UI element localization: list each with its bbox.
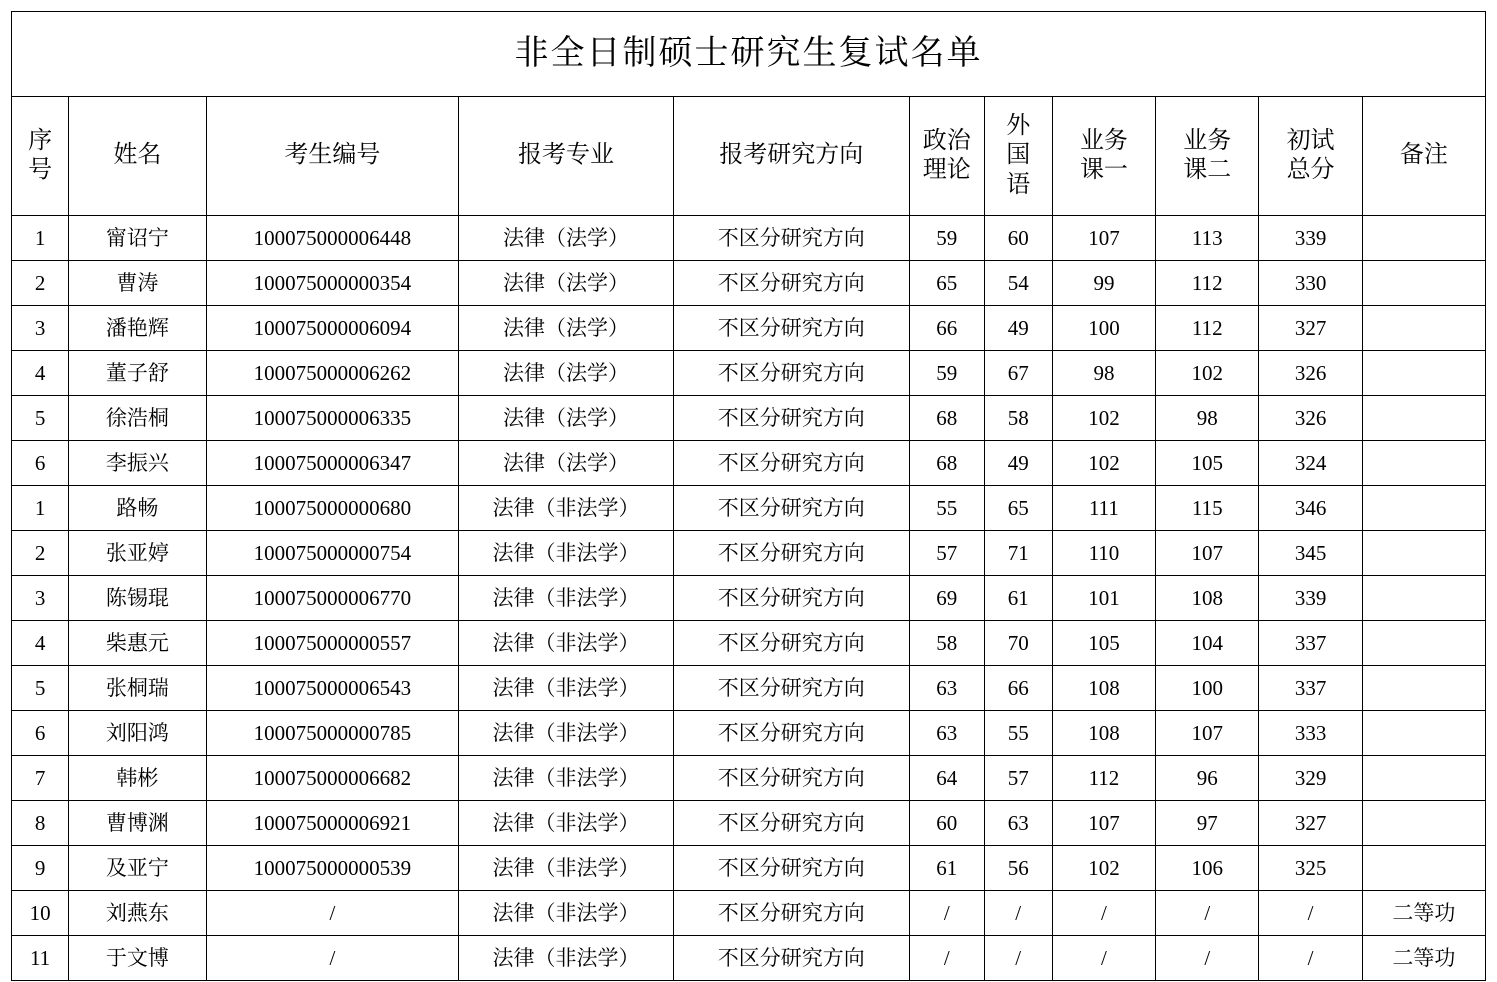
cell-subject-two: 102 bbox=[1156, 351, 1259, 396]
cell-seq: 5 bbox=[12, 666, 69, 711]
cell-candidate-id: / bbox=[206, 936, 459, 981]
cell-foreign-language: 49 bbox=[984, 441, 1052, 486]
header-foreign-language bbox=[984, 97, 1052, 216]
cell-research-direction: 不区分研究方向 bbox=[673, 801, 909, 846]
cell-major: 法律（非法学） bbox=[459, 756, 673, 801]
cell-remark bbox=[1362, 621, 1485, 666]
cell-politics: 68 bbox=[909, 396, 984, 441]
cell-name: 张桐瑞 bbox=[69, 666, 206, 711]
cell-subject-one: 99 bbox=[1052, 261, 1155, 306]
cell-seq: 9 bbox=[12, 846, 69, 891]
cell-politics: 61 bbox=[909, 846, 984, 891]
header-remark bbox=[1362, 97, 1485, 216]
table-row bbox=[12, 846, 1486, 891]
cell-remark: 二等功 bbox=[1362, 891, 1485, 936]
cell-candidate-id: 100075000006347 bbox=[206, 441, 459, 486]
cell-total-score: 329 bbox=[1259, 756, 1362, 801]
cell-candidate-id: 100075000006335 bbox=[206, 396, 459, 441]
cell-foreign-language: 63 bbox=[984, 801, 1052, 846]
cell-remark bbox=[1362, 531, 1485, 576]
cell-major: 法律（法学） bbox=[459, 351, 673, 396]
header-remark-line: 备注 bbox=[1399, 142, 1448, 169]
cell-subject-one: 102 bbox=[1052, 441, 1155, 486]
header-subject-one bbox=[1052, 97, 1155, 216]
cell-subject-one: 108 bbox=[1052, 711, 1155, 756]
cell-subject-two: / bbox=[1156, 891, 1259, 936]
cell-research-direction: 不区分研究方向 bbox=[673, 351, 909, 396]
cell-name: 张亚婷 bbox=[69, 531, 206, 576]
cell-seq: 7 bbox=[12, 756, 69, 801]
cell-research-direction: 不区分研究方向 bbox=[673, 261, 909, 306]
header-politics bbox=[909, 97, 984, 216]
cell-politics: 69 bbox=[909, 576, 984, 621]
table-row bbox=[12, 891, 1486, 936]
cell-candidate-id: 100075000006770 bbox=[206, 576, 459, 621]
cell-foreign-language: 58 bbox=[984, 396, 1052, 441]
cell-seq: 4 bbox=[12, 351, 69, 396]
header-major bbox=[459, 97, 673, 216]
cell-subject-two: 115 bbox=[1156, 486, 1259, 531]
cell-major: 法律（非法学） bbox=[459, 531, 673, 576]
cell-seq: 2 bbox=[12, 531, 69, 576]
cell-subject-one: 107 bbox=[1052, 216, 1155, 261]
cell-foreign-language: / bbox=[984, 891, 1052, 936]
cell-candidate-id: 100075000006094 bbox=[206, 306, 459, 351]
cell-total-score: 326 bbox=[1259, 351, 1362, 396]
cell-research-direction: 不区分研究方向 bbox=[673, 306, 909, 351]
cell-candidate-id: 100075000006262 bbox=[206, 351, 459, 396]
header-research-direction-line: 报考研究方向 bbox=[719, 142, 864, 169]
cell-subject-one: 101 bbox=[1052, 576, 1155, 621]
cell-politics: 55 bbox=[909, 486, 984, 531]
cell-subject-two: 96 bbox=[1156, 756, 1259, 801]
cell-remark bbox=[1362, 441, 1485, 486]
header-candidate-id bbox=[206, 97, 459, 216]
table-row bbox=[12, 351, 1486, 396]
cell-name: 董子舒 bbox=[69, 351, 206, 396]
cell-foreign-language: 57 bbox=[984, 756, 1052, 801]
cell-politics: / bbox=[909, 936, 984, 981]
cell-seq: 3 bbox=[12, 306, 69, 351]
cell-name: 徐浩桐 bbox=[69, 396, 206, 441]
header-name bbox=[69, 97, 206, 216]
cell-total-score: 339 bbox=[1259, 216, 1362, 261]
cell-name: 路畅 bbox=[69, 486, 206, 531]
cell-name: 于文博 bbox=[69, 936, 206, 981]
cell-politics: 57 bbox=[909, 531, 984, 576]
cell-seq: 2 bbox=[12, 261, 69, 306]
table-row bbox=[12, 531, 1486, 576]
table-row bbox=[12, 621, 1486, 666]
cell-remark bbox=[1362, 666, 1485, 711]
cell-seq: 6 bbox=[12, 441, 69, 486]
cell-candidate-id: 100075000006448 bbox=[206, 216, 459, 261]
cell-name: 柴惠元 bbox=[69, 621, 206, 666]
cell-subject-one: 108 bbox=[1052, 666, 1155, 711]
cell-seq: 1 bbox=[12, 486, 69, 531]
cell-research-direction: 不区分研究方向 bbox=[673, 756, 909, 801]
cell-subject-one: 100 bbox=[1052, 306, 1155, 351]
cell-name: 刘阳鸿 bbox=[69, 711, 206, 756]
cell-subject-two: 108 bbox=[1156, 576, 1259, 621]
cell-research-direction: 不区分研究方向 bbox=[673, 666, 909, 711]
cell-name: 陈锡琨 bbox=[69, 576, 206, 621]
cell-seq: 4 bbox=[12, 621, 69, 666]
cell-politics: 68 bbox=[909, 441, 984, 486]
header-research-direction bbox=[673, 97, 909, 216]
cell-foreign-language: 54 bbox=[984, 261, 1052, 306]
table-row bbox=[12, 756, 1486, 801]
cell-name: 及亚宁 bbox=[69, 846, 206, 891]
cell-subject-one: 102 bbox=[1052, 396, 1155, 441]
header-subject-one-line: 课一 bbox=[1079, 157, 1128, 183]
cell-name: 曹涛 bbox=[69, 261, 206, 306]
cell-subject-two: 100 bbox=[1156, 666, 1259, 711]
header-total-score bbox=[1259, 97, 1362, 216]
cell-major: 法律（非法学） bbox=[459, 936, 673, 981]
cell-subject-one: 111 bbox=[1052, 486, 1155, 531]
cell-seq: 5 bbox=[12, 396, 69, 441]
cell-subject-one: 102 bbox=[1052, 846, 1155, 891]
cell-name: 韩彬 bbox=[69, 756, 206, 801]
table-row bbox=[12, 666, 1486, 711]
cell-major: 法律（法学） bbox=[459, 261, 673, 306]
cell-major: 法律（法学） bbox=[459, 216, 673, 261]
cell-research-direction: 不区分研究方向 bbox=[673, 711, 909, 756]
table-row bbox=[12, 936, 1486, 981]
cell-major: 法律（非法学） bbox=[459, 711, 673, 756]
cell-politics: 60 bbox=[909, 801, 984, 846]
cell-total-score: / bbox=[1259, 891, 1362, 936]
cell-subject-one: / bbox=[1052, 891, 1155, 936]
cell-seq: 11 bbox=[12, 936, 69, 981]
cell-subject-one: 98 bbox=[1052, 351, 1155, 396]
cell-total-score: 346 bbox=[1259, 486, 1362, 531]
cell-research-direction: 不区分研究方向 bbox=[673, 216, 909, 261]
cell-name: 曹博渊 bbox=[69, 801, 206, 846]
cell-politics: 65 bbox=[909, 261, 984, 306]
cell-remark bbox=[1362, 396, 1485, 441]
cell-foreign-language: 66 bbox=[984, 666, 1052, 711]
cell-name: 潘艳辉 bbox=[69, 306, 206, 351]
cell-subject-two: 104 bbox=[1156, 621, 1259, 666]
cell-subject-one: / bbox=[1052, 936, 1155, 981]
header-total-score-line: 初试 bbox=[1286, 127, 1335, 154]
cell-major: 法律（法学） bbox=[459, 441, 673, 486]
cell-candidate-id: 100075000000754 bbox=[206, 531, 459, 576]
header-foreign-language-line: 国 bbox=[1006, 142, 1031, 169]
cell-subject-two: 107 bbox=[1156, 711, 1259, 756]
table-row bbox=[12, 711, 1486, 756]
cell-subject-two: 98 bbox=[1156, 396, 1259, 441]
cell-name: 甯诏宁 bbox=[69, 216, 206, 261]
cell-subject-two: 113 bbox=[1156, 216, 1259, 261]
cell-remark bbox=[1362, 801, 1485, 846]
cell-seq: 1 bbox=[12, 216, 69, 261]
cell-candidate-id: 100075000006921 bbox=[206, 801, 459, 846]
cell-research-direction: 不区分研究方向 bbox=[673, 576, 909, 621]
cell-foreign-language: / bbox=[984, 936, 1052, 981]
header-total-score-line: 总分 bbox=[1286, 157, 1335, 183]
cell-politics: 63 bbox=[909, 711, 984, 756]
cell-research-direction: 不区分研究方向 bbox=[673, 396, 909, 441]
header-subject-two bbox=[1156, 97, 1259, 216]
cell-candidate-id: 100075000000785 bbox=[206, 711, 459, 756]
cell-research-direction: 不区分研究方向 bbox=[673, 891, 909, 936]
cell-major: 法律（法学） bbox=[459, 396, 673, 441]
cell-subject-two: 97 bbox=[1156, 801, 1259, 846]
cell-remark bbox=[1362, 261, 1485, 306]
table-row bbox=[12, 306, 1486, 351]
cell-politics: 59 bbox=[909, 351, 984, 396]
cell-foreign-language: 55 bbox=[984, 711, 1052, 756]
cell-research-direction: 不区分研究方向 bbox=[673, 621, 909, 666]
cell-major: 法律（非法学） bbox=[459, 846, 673, 891]
header-candidate-id-line: 考生编号 bbox=[284, 142, 381, 169]
cell-foreign-language: 56 bbox=[984, 846, 1052, 891]
cell-foreign-language: 49 bbox=[984, 306, 1052, 351]
table-row bbox=[12, 396, 1486, 441]
cell-seq: 8 bbox=[12, 801, 69, 846]
cell-major: 法律（非法学） bbox=[459, 621, 673, 666]
cell-remark bbox=[1362, 711, 1485, 756]
header-politics-line: 政治 bbox=[922, 127, 971, 154]
cell-subject-two: 107 bbox=[1156, 531, 1259, 576]
cell-subject-one: 105 bbox=[1052, 621, 1155, 666]
cell-major: 法律（非法学） bbox=[459, 576, 673, 621]
cell-foreign-language: 67 bbox=[984, 351, 1052, 396]
cell-total-score: 326 bbox=[1259, 396, 1362, 441]
cell-total-score: / bbox=[1259, 936, 1362, 981]
table-row bbox=[12, 441, 1486, 486]
cell-subject-one: 110 bbox=[1052, 531, 1155, 576]
cell-major: 法律（非法学） bbox=[459, 801, 673, 846]
cell-total-score: 345 bbox=[1259, 531, 1362, 576]
cell-foreign-language: 65 bbox=[984, 486, 1052, 531]
header-major-line: 报考专业 bbox=[517, 142, 614, 169]
table-row bbox=[12, 576, 1486, 621]
cell-remark bbox=[1362, 576, 1485, 621]
cell-research-direction: 不区分研究方向 bbox=[673, 486, 909, 531]
cell-foreign-language: 61 bbox=[984, 576, 1052, 621]
admission-list-table bbox=[11, 11, 1486, 981]
cell-subject-two: 105 bbox=[1156, 441, 1259, 486]
cell-politics: / bbox=[909, 891, 984, 936]
cell-candidate-id: 100075000000354 bbox=[206, 261, 459, 306]
cell-total-score: 327 bbox=[1259, 306, 1362, 351]
cell-remark bbox=[1362, 756, 1485, 801]
cell-remark bbox=[1362, 351, 1485, 396]
cell-candidate-id: 100075000000680 bbox=[206, 486, 459, 531]
header-politics-line: 理论 bbox=[922, 157, 971, 183]
cell-total-score: 337 bbox=[1259, 621, 1362, 666]
cell-total-score: 339 bbox=[1259, 576, 1362, 621]
cell-research-direction: 不区分研究方向 bbox=[673, 531, 909, 576]
header-foreign-language-line: 语 bbox=[1006, 171, 1031, 198]
cell-candidate-id: 100075000006543 bbox=[206, 666, 459, 711]
cell-research-direction: 不区分研究方向 bbox=[673, 441, 909, 486]
cell-candidate-id: 100075000000557 bbox=[206, 621, 459, 666]
cell-remark bbox=[1362, 486, 1485, 531]
cell-candidate-id: / bbox=[206, 891, 459, 936]
cell-remark bbox=[1362, 306, 1485, 351]
cell-major: 法律（非法学） bbox=[459, 891, 673, 936]
cell-foreign-language: 70 bbox=[984, 621, 1052, 666]
cell-seq: 10 bbox=[12, 891, 69, 936]
title-row bbox=[12, 12, 1486, 97]
cell-research-direction: 不区分研究方向 bbox=[673, 846, 909, 891]
cell-remark bbox=[1362, 216, 1485, 261]
cell-major: 法律（非法学） bbox=[459, 486, 673, 531]
cell-subject-one: 107 bbox=[1052, 801, 1155, 846]
cell-total-score: 330 bbox=[1259, 261, 1362, 306]
cell-total-score: 333 bbox=[1259, 711, 1362, 756]
cell-total-score: 325 bbox=[1259, 846, 1362, 891]
header-seq-line: 序 bbox=[28, 127, 53, 154]
cell-research-direction: 不区分研究方向 bbox=[673, 936, 909, 981]
cell-remark: 二等功 bbox=[1362, 936, 1485, 981]
cell-candidate-id: 100075000006682 bbox=[206, 756, 459, 801]
header-subject-two-line: 课二 bbox=[1183, 157, 1232, 183]
header-name-line: 姓名 bbox=[113, 142, 162, 169]
cell-foreign-language: 60 bbox=[984, 216, 1052, 261]
cell-total-score: 327 bbox=[1259, 801, 1362, 846]
cell-politics: 66 bbox=[909, 306, 984, 351]
cell-name: 刘燕东 bbox=[69, 891, 206, 936]
header-subject-two-line: 业务 bbox=[1183, 127, 1232, 154]
cell-seq: 3 bbox=[12, 576, 69, 621]
cell-subject-two: / bbox=[1156, 936, 1259, 981]
cell-subject-two: 112 bbox=[1156, 261, 1259, 306]
cell-politics: 58 bbox=[909, 621, 984, 666]
table-row bbox=[12, 216, 1486, 261]
header-seq bbox=[12, 97, 69, 216]
cell-politics: 63 bbox=[909, 666, 984, 711]
cell-politics: 59 bbox=[909, 216, 984, 261]
cell-remark bbox=[1362, 846, 1485, 891]
header-foreign-language-line: 外 bbox=[1006, 113, 1031, 140]
table-row bbox=[12, 261, 1486, 306]
cell-major: 法律（非法学） bbox=[459, 666, 673, 711]
table-row bbox=[12, 486, 1486, 531]
document-page bbox=[0, 11, 1497, 982]
cell-seq: 6 bbox=[12, 711, 69, 756]
table-header-row bbox=[12, 97, 1486, 216]
page-title: 非全日制硕士研究生复试名单 bbox=[12, 12, 1486, 97]
cell-candidate-id: 100075000000539 bbox=[206, 846, 459, 891]
cell-name: 李振兴 bbox=[69, 441, 206, 486]
cell-politics: 64 bbox=[909, 756, 984, 801]
header-seq-line: 号 bbox=[28, 157, 53, 183]
cell-foreign-language: 71 bbox=[984, 531, 1052, 576]
header-subject-one-line: 业务 bbox=[1079, 127, 1128, 154]
cell-total-score: 324 bbox=[1259, 441, 1362, 486]
cell-major: 法律（法学） bbox=[459, 306, 673, 351]
cell-subject-two: 106 bbox=[1156, 846, 1259, 891]
table-body bbox=[12, 12, 1486, 981]
cell-subject-two: 112 bbox=[1156, 306, 1259, 351]
table-row bbox=[12, 801, 1486, 846]
cell-total-score: 337 bbox=[1259, 666, 1362, 711]
cell-subject-one: 112 bbox=[1052, 756, 1155, 801]
